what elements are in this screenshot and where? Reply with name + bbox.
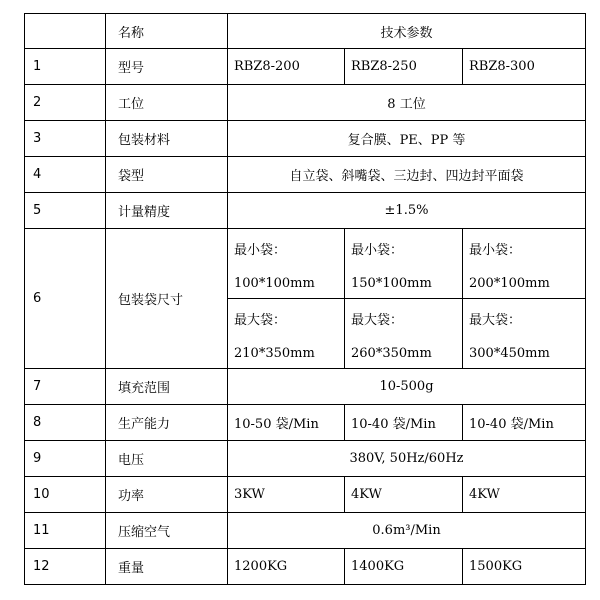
row-name: 生产能力 xyxy=(106,405,228,441)
max-label: 最大袋： xyxy=(351,313,404,328)
row-name: 袋型 xyxy=(106,157,228,193)
max-label: 最大袋： xyxy=(234,313,287,328)
row-bag-type xyxy=(25,157,586,193)
row-weight xyxy=(25,549,586,585)
row-number: 8 xyxy=(25,405,106,441)
row-fill-range xyxy=(25,369,586,405)
cell-value: 1200KG xyxy=(228,549,345,585)
row-number: 2 xyxy=(25,85,106,121)
header-row xyxy=(25,14,586,49)
row-capacity xyxy=(25,405,586,441)
max-value: 210*350mm xyxy=(234,346,315,361)
cell-value: 0.6m³/Min xyxy=(228,513,586,549)
header-params: 技术参数 xyxy=(228,14,586,49)
row-bag-size-min xyxy=(25,229,586,299)
row-material xyxy=(25,121,586,157)
max-value: 260*350mm xyxy=(351,346,432,361)
cell-value: 4KW xyxy=(345,477,463,513)
cell-value: 380V, 50Hz/60Hz xyxy=(228,441,586,477)
row-station xyxy=(25,85,586,121)
row-name: 功率 xyxy=(106,477,228,513)
min-value: 200*100mm xyxy=(469,276,550,291)
min-size-cell xyxy=(228,229,345,299)
cell-value: 10-500g xyxy=(228,369,586,405)
header-name: 名称 xyxy=(106,14,228,49)
row-voltage xyxy=(25,441,586,477)
row-name: 重量 xyxy=(106,549,228,585)
row-name: 型号 xyxy=(106,49,228,85)
row-number: 5 xyxy=(25,193,106,229)
row-name: 包装材料 xyxy=(106,121,228,157)
cell-value: 10-40 袋/Min xyxy=(463,405,586,441)
max-value: 300*450mm xyxy=(469,346,550,361)
max-size-cell xyxy=(228,299,345,369)
row-number: 10 xyxy=(25,477,106,513)
row-number: 12 xyxy=(25,549,106,585)
header-num xyxy=(25,14,106,49)
row-name: 电压 xyxy=(106,441,228,477)
min-value: 100*100mm xyxy=(234,276,315,291)
row-name: 压缩空气 xyxy=(106,513,228,549)
cell-value: ±1.5% xyxy=(228,193,586,229)
spec-table xyxy=(24,13,586,585)
cell-value: 1500KG xyxy=(463,549,586,585)
cell-value: 8 工位 xyxy=(228,85,586,121)
row-model xyxy=(25,49,586,85)
cell-value: RBZ8-250 xyxy=(345,49,463,85)
cell-value: 3KW xyxy=(228,477,345,513)
row-number: 9 xyxy=(25,441,106,477)
row-number: 7 xyxy=(25,369,106,405)
row-name: 计量精度 xyxy=(106,193,228,229)
cell-value: RBZ8-200 xyxy=(228,49,345,85)
max-label: 最大袋： xyxy=(469,313,522,328)
row-precision xyxy=(25,193,586,229)
min-label: 最小袋： xyxy=(351,243,404,258)
max-size-cell xyxy=(463,299,586,369)
row-number: 11 xyxy=(25,513,106,549)
cell-value: 4KW xyxy=(463,477,586,513)
min-size-cell xyxy=(463,229,586,299)
row-number: 3 xyxy=(25,121,106,157)
cell-value: RBZ8-300 xyxy=(463,49,586,85)
row-name: 包装袋尺寸 xyxy=(106,229,228,369)
min-size-cell xyxy=(345,229,463,299)
row-name: 填充范围 xyxy=(106,369,228,405)
row-number: 1 xyxy=(25,49,106,85)
row-number: 4 xyxy=(25,157,106,193)
cell-value: 10-50 袋/Min xyxy=(228,405,345,441)
row-name: 工位 xyxy=(106,85,228,121)
max-size-cell xyxy=(345,299,463,369)
cell-value: 10-40 袋/Min xyxy=(345,405,463,441)
min-value: 150*100mm xyxy=(351,276,432,291)
min-label: 最小袋： xyxy=(469,243,522,258)
row-air xyxy=(25,513,586,549)
cell-value: 复合膜、PE、PP 等 xyxy=(228,121,586,157)
cell-value: 自立袋、斜嘴袋、三边封、四边封平面袋 xyxy=(228,157,586,193)
cell-value: 1400KG xyxy=(345,549,463,585)
row-power xyxy=(25,477,586,513)
min-label: 最小袋： xyxy=(234,243,287,258)
row-number: 6 xyxy=(25,229,106,369)
